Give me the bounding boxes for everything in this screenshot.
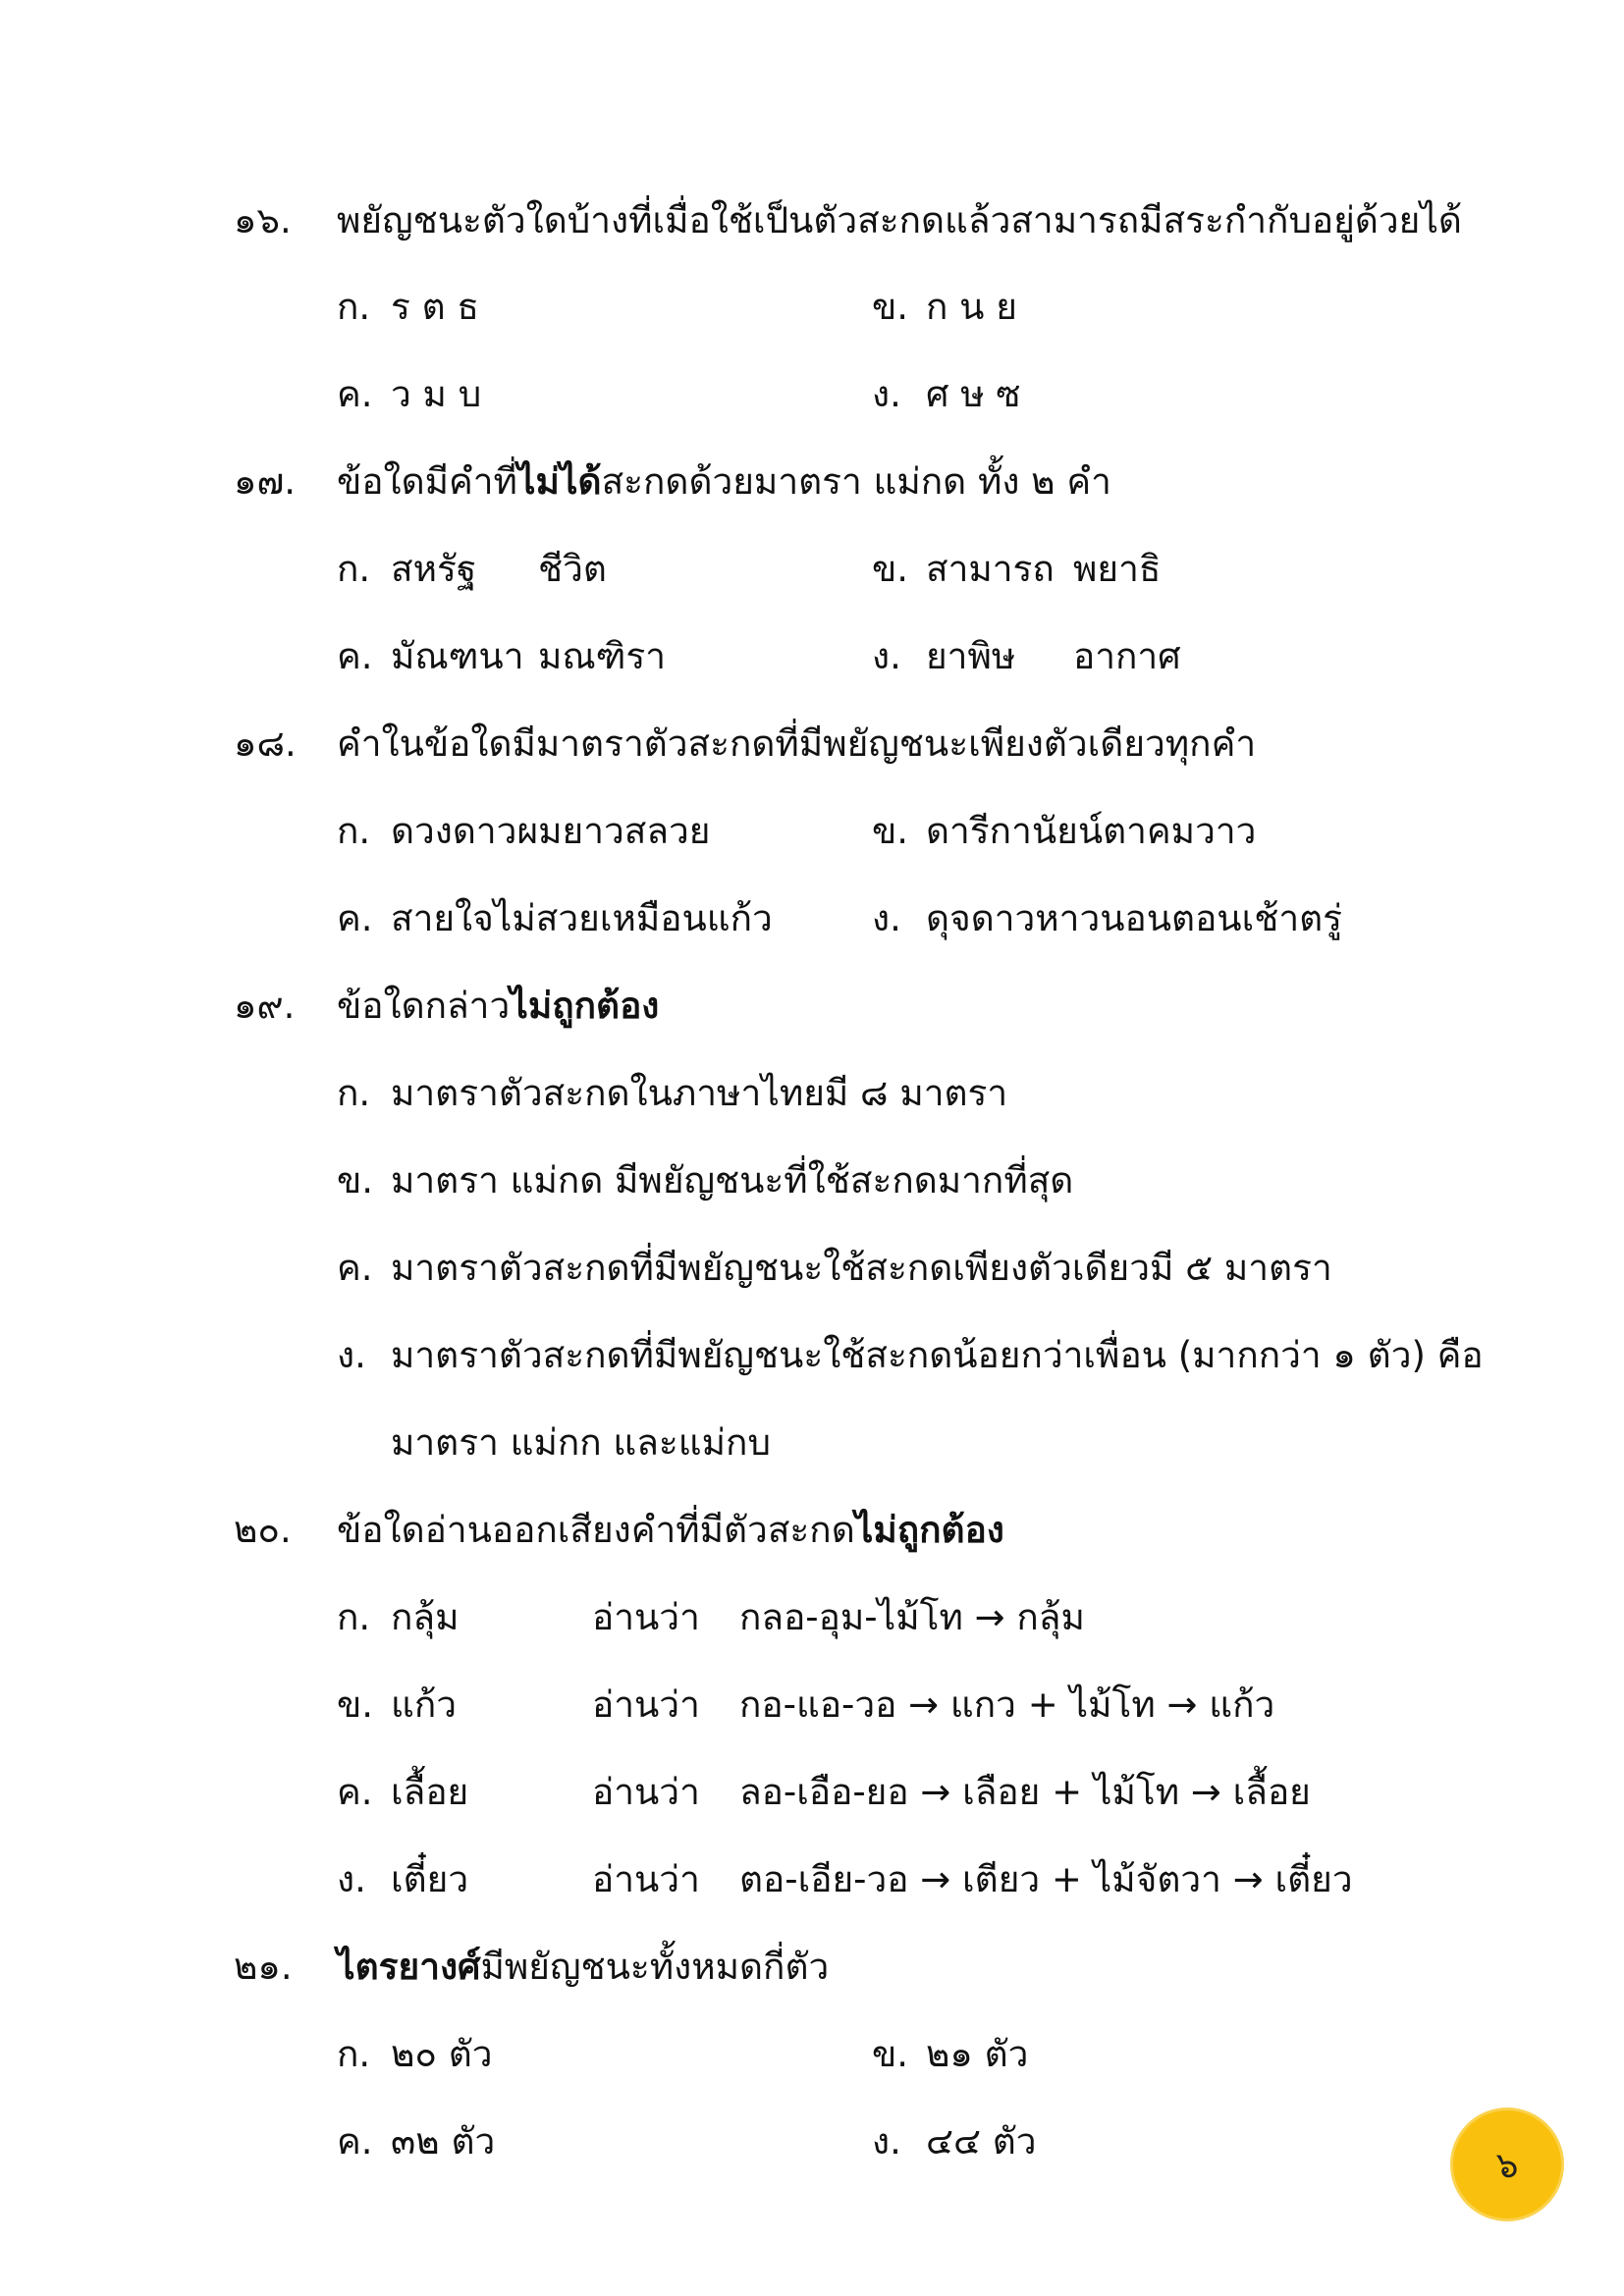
question-text: พยัญชนะตัวใดบ้างที่เมื่อใช้เป็นตัวสะกดแล้วสามารถมีสระกำกับอยู่ด้วยได้	[337, 199, 1462, 241]
option	[337, 1326, 1484, 1385]
option	[337, 1239, 1332, 1298]
option	[872, 802, 1256, 861]
option-label: ก.	[337, 286, 371, 328]
option	[337, 1588, 1085, 1647]
option-text: มาตราตัวสะกดที่มีพยัญชนะใช้สะกดน้อยกว่าเพื่อน (มากกว่า ๑ ตัว) คือ	[391, 1334, 1484, 1376]
option-text: ๔๔ ตัว	[926, 2120, 1037, 2163]
question-text-post: สะกดด้วยมาตรา แม่กด ทั้ง ๒ คำ	[601, 460, 1111, 503]
option	[337, 627, 666, 686]
option	[337, 278, 479, 337]
option-text: ๒๑ ตัว	[926, 2033, 1029, 2075]
option-word: ยาพิษ	[926, 635, 1016, 677]
option-text: ว ม บ	[391, 373, 482, 415]
option-label: ข.	[872, 286, 909, 328]
option-word: กลุ้ม	[391, 1596, 460, 1638]
option-text: มาตราตัวสะกดในภาษาไทยมี ๘ มาตรา	[391, 1072, 1008, 1114]
option-spelling: กลอ-อุม-ไม้โท → กลุ้ม	[739, 1596, 1085, 1638]
option	[872, 365, 1021, 424]
question-number: ๒๐.	[234, 1509, 292, 1551]
option-label: ข.	[337, 1159, 374, 1201]
option-text: มาตรา แม่กด มีพยัญชนะที่ใช้สะกดมากที่สุด	[391, 1159, 1074, 1201]
option	[337, 889, 773, 948]
option-word: เลื้อย	[391, 1771, 469, 1813]
option	[337, 1763, 1311, 1822]
question-text	[337, 1938, 829, 1997]
option-label: ง.	[872, 635, 901, 677]
option-label: ก.	[337, 2033, 371, 2075]
option-word: อากาศ	[1073, 635, 1181, 677]
question-text-emphasis: ไม่ถูกต้อง	[854, 1509, 1004, 1551]
question-number: ๑๙.	[234, 985, 296, 1027]
option-label: ค.	[337, 2120, 373, 2163]
option-word: ชีวิต	[538, 548, 607, 590]
option-word: สามารถ	[926, 548, 1055, 590]
option	[337, 2025, 493, 2084]
question-text	[337, 977, 659, 1036]
option-word: สหรัฐ	[391, 548, 477, 590]
option-label: ง.	[337, 1334, 366, 1376]
question-text-emphasis: ไม่ถูกต้อง	[510, 985, 660, 1027]
option	[337, 1676, 1274, 1735]
question-text	[337, 453, 1111, 511]
option-reads: อ่านว่า	[592, 1683, 700, 1726]
option-text: มาตราตัวสะกดที่มีพยัญชนะใช้สะกดเพียงตัวเดียวมี ๕ มาตรา	[391, 1247, 1332, 1289]
page-number: ๖	[1495, 2145, 1519, 2186]
option-label: ค.	[337, 897, 373, 939]
option	[337, 365, 481, 424]
option-spelling: กอ-แอ-วอ → แกว + ไม้โท → แก้ว	[739, 1683, 1275, 1726]
option	[337, 1850, 1353, 1909]
option-label: ก.	[337, 1072, 371, 1114]
option-text: ร ต ธ	[391, 286, 480, 328]
option-label: ง.	[337, 1858, 366, 1900]
option-word: มณฑิรา	[538, 635, 667, 677]
option-label: ก.	[337, 1596, 371, 1638]
question-text-emphasis: ไม่ได้	[516, 460, 602, 503]
option-text: ดุจดาวหาวนอนตอนเช้าตรู่	[926, 897, 1343, 939]
option-label: ค.	[337, 1247, 373, 1289]
question-text-pre: ข้อใดอ่านออกเสียงคำที่มีตัวสะกด	[337, 1509, 855, 1551]
option-text: สายใจไม่สวยเหมือนแก้ว	[391, 897, 773, 939]
option	[872, 278, 1017, 337]
option-reads: อ่านว่า	[592, 1596, 700, 1638]
option	[337, 2112, 495, 2171]
option-label: ง.	[872, 2120, 901, 2163]
option-label: ข.	[872, 810, 909, 852]
question-number: ๑๗.	[234, 460, 297, 503]
option-label: ข.	[872, 548, 909, 590]
option-label: ค.	[337, 373, 373, 415]
question-text-pre: ข้อใดมีคำที่	[337, 460, 517, 503]
question-number: ๑๘.	[234, 722, 297, 765]
option	[337, 1151, 1073, 1210]
option-label: ข.	[337, 1683, 374, 1726]
question-number: ๒๑.	[234, 1946, 293, 1988]
option-text: ๓๒ ตัว	[391, 2120, 496, 2163]
question-text-post: มีพยัญชนะทั้งหมดกี่ตัว	[480, 1946, 830, 1988]
option	[337, 540, 607, 599]
option-text: ดวงดาวผมยาวสลวย	[391, 810, 711, 852]
option-label: ง.	[872, 373, 901, 415]
option	[337, 1064, 1007, 1123]
option	[872, 2025, 1028, 2084]
option-label: ค.	[337, 1771, 373, 1813]
option-text: ศ ษ ซ	[926, 373, 1021, 415]
option-word: มัณฑนา	[391, 635, 524, 677]
option	[337, 802, 710, 861]
option-label: ข.	[872, 2033, 909, 2075]
option-label: ค.	[337, 635, 373, 677]
option-continuation: มาตรา แม่กก และแม่กบ	[391, 1421, 771, 1464]
option-word: พยาธิ	[1073, 548, 1162, 590]
question-number: ๑๖.	[234, 199, 292, 241]
option-reads: อ่านว่า	[592, 1771, 700, 1813]
option	[872, 889, 1342, 948]
option	[872, 540, 1161, 599]
option	[872, 2112, 1037, 2171]
question-text-pre: ข้อใดกล่าว	[337, 985, 511, 1027]
question-text: คำในข้อใดมีมาตราตัวสะกดที่มีพยัญชนะเพียงตัวเดียวทุกคำ	[337, 722, 1257, 765]
option-label: ง.	[872, 897, 901, 939]
question-text-emphasis: ไตรยางศ์	[337, 1946, 481, 1988]
option-spelling: ตอ-เอีย-วอ → เตียว + ไม้จัตวา → เตี๋ยว	[739, 1858, 1353, 1900]
option-word: แก้ว	[391, 1683, 458, 1726]
option-label: ก.	[337, 548, 371, 590]
option-reads: อ่านว่า	[592, 1858, 700, 1900]
option-text: ก น ย	[926, 286, 1017, 328]
option-text: ๒๐ ตัว	[391, 2033, 493, 2075]
option-label: ก.	[337, 810, 371, 852]
page-number-badge	[1453, 2110, 1561, 2218]
option-word: เตี๋ยว	[391, 1858, 469, 1900]
option-spelling: ลอ-เอือ-ยอ → เลือย + ไม้โท → เลื้อย	[739, 1771, 1311, 1813]
question-text	[337, 1501, 1004, 1560]
option	[872, 627, 1181, 686]
option-text: ดารีกานัยน์ตาคมวาว	[926, 810, 1257, 852]
